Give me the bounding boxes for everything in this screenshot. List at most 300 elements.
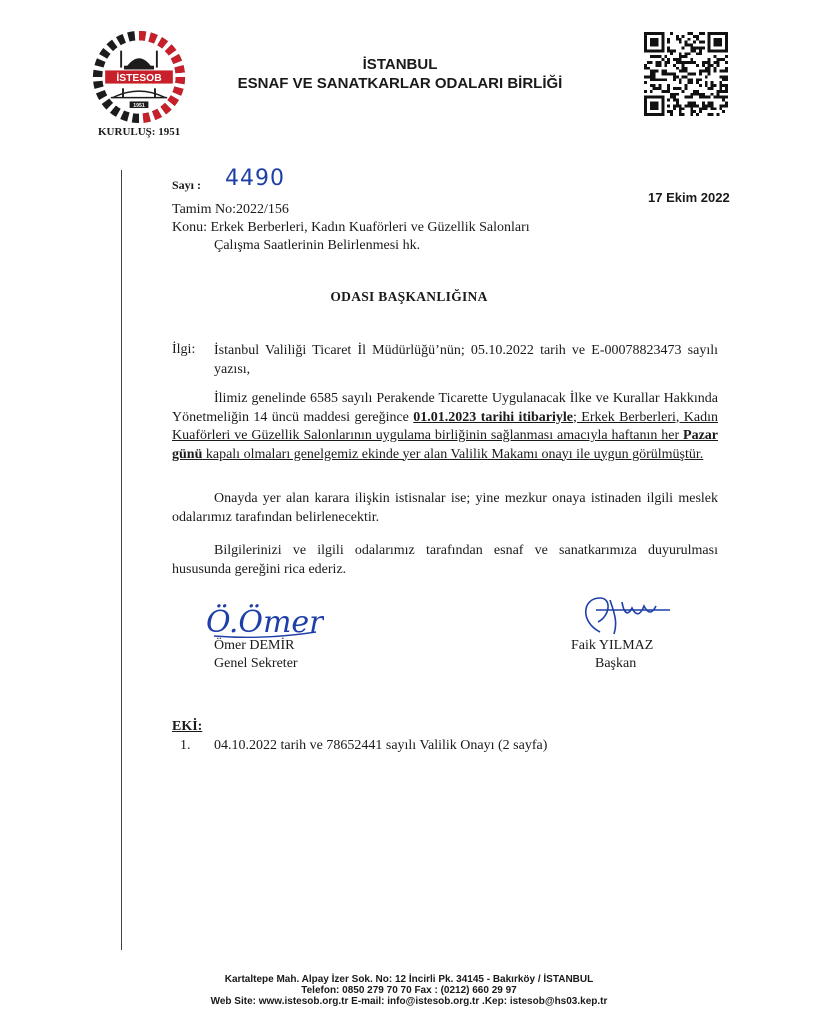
qr-module [708,67,711,70]
qr-module [716,90,719,93]
body-paragraph-3: Bilgilerinizi ve ilgili odalarımız tarafından esnaf ve sanatkarımıza duyurulması hususunda gereğini rica ederiz. [172,543,718,577]
qr-module [664,90,667,93]
qr-module [676,102,679,105]
qr-module [696,93,699,96]
qr-module [673,93,676,96]
qr-module [667,49,670,52]
qr-module [661,90,664,93]
qr-module [658,64,661,67]
qr-module [722,84,725,87]
qr-module [676,99,679,102]
qr-module [708,113,711,116]
qr-module [682,46,685,49]
footer-address: Kartaltepe Mah. Alpay İzer Sok. No: 12 İncirli Pk. 34145 - Bakırköy / İSTANBUL [224,974,594,985]
qr-module [719,84,722,87]
qr-module [650,84,653,87]
qr-module [696,104,699,107]
org-name-full: ESNAF VE SANATKARLAR ODALARI BİRLİĞİ [237,75,563,92]
qr-module [693,46,696,49]
qr-module [667,87,670,90]
qr-finder [714,38,723,47]
qr-module [696,38,699,41]
qr-module [693,102,696,105]
reference-text: İstanbul Valiliği Ticaret İl Müdürlüğü’nün; 05.10.2022 tarih ve E-00078823473 sayılı yazısı, [214,343,718,377]
qr-module [647,75,650,78]
qr-module [725,78,728,81]
qr-module [685,70,688,73]
qr-module [644,67,647,70]
qr-module [682,61,685,64]
qr-module [679,58,682,61]
qr-module [719,104,722,107]
qr-module [699,107,702,110]
qr-module [702,107,705,110]
qr-module [722,58,725,61]
qr-module [716,58,719,61]
footer-web: Web Site: www.istesob.org.tr E-mail: info@istesob.org.tr .Kep: istesob@hs03.kep.tr [210,996,608,1007]
qr-module [644,64,647,67]
qr-module [690,81,693,84]
qr-module [687,73,690,76]
qr-module [725,61,728,64]
qr-module [682,64,685,67]
qr-module [714,84,717,87]
qr-module [682,107,685,110]
qr-module [650,75,653,78]
qr-module [650,55,653,58]
qr-module [650,78,653,81]
qr-module [687,32,690,35]
qr-module [658,87,661,90]
qr-module [673,75,676,78]
qr-module [685,84,688,87]
qr-module [679,38,682,41]
qr-module [690,93,693,96]
attachment-item: 04.10.2022 tarih ve 78652441 sayılı Valilik Onayı (2 sayfa) [214,738,548,753]
qr-module [667,90,670,93]
qr-module [670,73,673,76]
qr-module [719,107,722,110]
qr-module [725,70,728,73]
qr-module [685,52,688,55]
qr-module [705,61,708,64]
qr-module [708,61,711,64]
president-name: Faik YILMAZ [571,638,654,653]
qr-module [690,73,693,76]
qr-module [725,55,728,58]
qr-module [687,81,690,84]
reference-number-handwritten: 4490 [225,166,285,191]
qr-module [658,61,661,64]
qr-module [658,78,661,81]
qr-module [699,32,702,35]
qr-module [664,70,667,73]
qr-module [656,55,659,58]
qr-module [653,75,656,78]
qr-module [690,32,693,35]
qr-module [676,35,679,38]
qr-module [673,73,676,76]
qr-module [661,73,664,76]
qr-module [667,46,670,49]
qr-module [679,78,682,81]
qr-module [653,73,656,76]
qr-module [673,64,676,67]
qr-module [670,93,673,96]
qr-module [708,64,711,67]
qr-module [673,78,676,81]
founded-year: KURULUŞ: 1951 [98,126,181,138]
qr-module [716,64,719,67]
qr-module [667,99,670,102]
qr-module [705,70,708,73]
qr-module [690,44,693,47]
qr-module [708,58,711,61]
qr-module [682,113,685,116]
reference-number-label: Sayı : [172,178,202,192]
qr-module [653,87,656,90]
qr-module [719,75,722,78]
qr-module [682,70,685,73]
p1-text-c: kapalı olmaları genelgemiz ekinde yer alan Valilik Makamı onayı ile uygun görülmüştür. [202,446,704,462]
p1-text-b: ; Erkek Berberleri, Kadın Kuaförleri ve Güzellik Salonlarının uygulama birliğinin sağlanması amacıyla haftanın her [172,409,718,443]
qr-module [647,61,650,64]
qr-module [716,96,719,99]
qr-module [702,102,705,105]
qr-module [702,32,705,35]
qr-module [690,58,693,61]
qr-module [699,52,702,55]
qr-module [679,41,682,44]
qr-module [679,81,682,84]
qr-module [667,110,670,113]
qr-module [725,75,728,78]
qr-module [687,61,690,64]
qr-module [699,110,702,113]
qr-module [696,90,699,93]
qr-module [690,46,693,49]
qr-module [714,107,717,110]
qr-module [693,41,696,44]
qr-module [696,52,699,55]
qr-module [696,64,699,67]
qr-module [693,110,696,113]
qr-module [702,70,705,73]
qr-module [673,58,676,61]
qr-module [676,38,679,41]
qr-module [699,41,702,44]
qr-module [725,102,728,105]
qr-module [690,61,693,64]
qr-module [679,110,682,113]
qr-module [693,93,696,96]
qr-module [650,61,653,64]
qr-module [685,75,688,78]
signature-secretary-text: Ö.Ömer [206,605,324,640]
qr-module [696,113,699,116]
qr-module [699,70,702,73]
qr-module [667,73,670,76]
qr-module [653,78,656,81]
qr-module [656,70,659,73]
qr-module [687,52,690,55]
circular-number: Tamim No:2022/156 [172,202,289,217]
qr-module [722,99,725,102]
qr-module [690,110,693,113]
qr-module [661,70,664,73]
qr-module [705,104,708,107]
qr-module [653,84,656,87]
logo-year: 1951 [133,103,145,110]
subject-line: Konu: Erkek Berberleri, Kadın Kuaförleri ve Güzellik Salonları [172,220,530,235]
qr-module [708,104,711,107]
qr-module [673,87,676,90]
qr-module [676,104,679,107]
qr-module [711,102,714,105]
qr-module [673,107,676,110]
body-paragraph-1 [172,390,718,464]
qr-module [722,96,725,99]
attachments-label: EKİ: [172,719,203,734]
qr-module [690,107,693,110]
qr-module [696,78,699,81]
qr-module [676,67,679,70]
qr-module [716,113,719,116]
qr-module [644,75,647,78]
qr-module [664,61,667,64]
qr-module [682,67,685,70]
qr-module [670,110,673,113]
qr-module [699,93,702,96]
qr-module [685,61,688,64]
qr-module [644,81,647,84]
qr-module [699,84,702,87]
qr-module [705,96,708,99]
org-name-city: İSTANBUL [362,56,438,73]
qr-code-icon [644,32,728,116]
qr-module [702,96,705,99]
qr-module [667,58,670,61]
qr-module [705,81,708,84]
qr-module [708,73,711,76]
qr-module [714,55,717,58]
qr-module [664,73,667,76]
qr-module [696,46,699,49]
qr-module [719,87,722,90]
qr-module [687,78,690,81]
qr-module [711,104,714,107]
qr-module [708,96,711,99]
qr-module [679,55,682,58]
qr-module [664,78,667,81]
document-date: 17 Ekim 2022 [648,190,730,205]
qr-module [664,64,667,67]
qr-module [679,52,682,55]
qr-module [702,46,705,49]
qr-module [690,49,693,52]
qr-module [670,96,673,99]
qr-module [693,61,696,64]
qr-module [693,49,696,52]
qr-module [673,104,676,107]
qr-module [719,90,722,93]
qr-module [658,55,661,58]
qr-module [656,61,659,64]
signature-secretary [204,596,324,640]
qr-module [696,35,699,38]
qr-module [702,93,705,96]
qr-module [679,104,682,107]
qr-module [708,87,711,90]
qr-module [690,102,693,105]
qr-module [722,70,725,73]
margin-line [121,170,122,950]
qr-module [719,96,722,99]
qr-module [673,96,676,99]
qr-module [719,70,722,73]
qr-module [685,55,688,58]
qr-module [687,102,690,105]
qr-module [685,44,688,47]
qr-module [679,113,682,116]
qr-module [705,84,708,87]
qr-module [702,41,705,44]
qr-module [690,113,693,116]
qr-module [679,107,682,110]
qr-module [670,49,673,52]
qr-module [725,90,728,93]
qr-module [711,113,714,116]
qr-module [653,70,656,73]
qr-module [667,61,670,64]
qr-module [699,46,702,49]
qr-module [716,61,719,64]
qr-module [679,70,682,73]
president-title: Başkan [595,656,637,671]
qr-module [673,49,676,52]
qr-module [685,41,688,44]
qr-module [725,67,728,70]
qr-module [656,78,659,81]
qr-module [725,87,728,90]
qr-module [705,107,708,110]
qr-finder [650,38,659,47]
qr-module [670,52,673,55]
qr-module [714,67,717,70]
qr-module [650,73,653,76]
qr-module [682,75,685,78]
qr-module [687,104,690,107]
qr-module [725,84,728,87]
qr-module [690,78,693,81]
qr-module [676,87,679,90]
qr-module [693,73,696,76]
qr-module [667,41,670,44]
qr-module [679,61,682,64]
qr-module [719,81,722,84]
secretary-title: Genel Sekreter [214,656,298,671]
qr-module [708,70,711,73]
qr-module [699,49,702,52]
qr-module [693,90,696,93]
qr-module [676,93,679,96]
qr-module [685,67,688,70]
qr-module [722,90,725,93]
qr-module [676,75,679,78]
qr-module [676,61,679,64]
qr-module [711,107,714,110]
qr-module [650,70,653,73]
qr-module [708,102,711,105]
qr-module [685,104,688,107]
qr-module [670,32,673,35]
qr-module [667,38,670,41]
qr-module [687,96,690,99]
qr-module [702,104,705,107]
qr-module [711,87,714,90]
qr-module [658,84,661,87]
qr-module [647,67,650,70]
qr-module [722,75,725,78]
qr-module [705,75,708,78]
qr-module [667,84,670,87]
qr-module [714,61,717,64]
logo-text: İSTESOB [116,72,162,84]
qr-module [673,99,676,102]
qr-module [714,96,717,99]
signature-president [570,592,680,638]
p1-closed-day: Pazar günü [172,428,718,462]
qr-module [661,78,664,81]
qr-module [685,96,688,99]
qr-module [693,104,696,107]
qr-module [685,87,688,90]
qr-module [682,90,685,93]
qr-module [719,58,722,61]
qr-module [711,81,714,84]
qr-module [716,93,719,96]
qr-module [722,78,725,81]
qr-module [676,58,679,61]
subject-line-continued: Çalışma Saatlerinin Belirlenmesi hk. [214,238,421,253]
qr-module [702,64,705,67]
qr-module [679,87,682,90]
qr-module [711,93,714,96]
qr-module [702,61,705,64]
qr-module [725,96,728,99]
qr-module [687,44,690,47]
attachment-number: 1. [180,738,191,753]
qr-module [714,70,717,73]
qr-module [690,104,693,107]
qr-module [725,104,728,107]
qr-module [705,67,708,70]
qr-module [690,96,693,99]
qr-finder [650,102,659,111]
addressee-heading: ODASI BAŞKANLIĞINA [330,289,488,304]
qr-module [711,64,714,67]
qr-module [699,96,702,99]
qr-module [656,64,659,67]
qr-module [670,113,673,116]
qr-module [667,104,670,107]
qr-module [656,87,659,90]
p1-text-a: İlimiz genelinde 6585 sayılı Perakende Ticarette Uygulanacak İlke ve Kurallar Hakkında Yönetmeliğin 14 üncü maddesi gereğince [172,391,718,425]
qr-module [699,78,702,81]
qr-module [682,55,685,58]
qr-module [696,81,699,84]
qr-module [711,84,714,87]
